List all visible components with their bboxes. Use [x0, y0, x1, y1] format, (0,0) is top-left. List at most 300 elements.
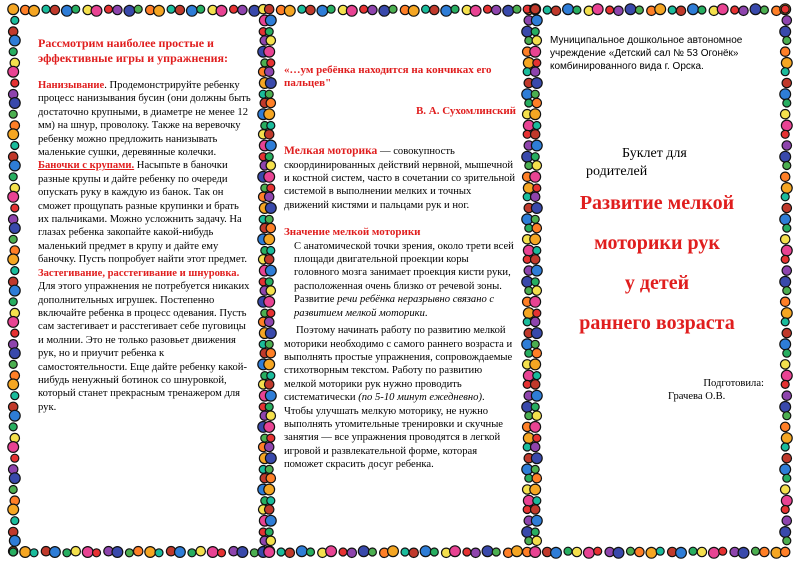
fine-motor-title: Мелкая моторика [284, 145, 378, 158]
border-dot [781, 47, 790, 56]
border-dot [42, 5, 50, 13]
border-dot [781, 380, 789, 388]
border-dot [782, 141, 791, 150]
border-dot [655, 4, 666, 15]
border-dot [298, 5, 306, 13]
border-dot [113, 5, 122, 14]
jars-text: Насыпьте в баночки разные крупы и дайте ребенку по очереди опускать руку в каждую из банок. Так он сможет прощупать разные крупинки и брать их пальчиками. Можно усложнить задачу. На глазах ребенка закопайте какой-нибудь маленький предмет в крупу и дайте ему баночку. Пусть попробует найти этот предмет. [38, 160, 248, 266]
border-dot [783, 412, 791, 420]
border-dot [50, 5, 59, 14]
border-dot [339, 548, 347, 556]
border-dot [781, 5, 789, 13]
border-dot [264, 422, 275, 433]
border-dot [543, 6, 551, 14]
border-dot [532, 349, 541, 358]
border-dot [531, 140, 542, 151]
border-dot [264, 171, 275, 182]
border-dot [531, 505, 540, 514]
border-dot [9, 285, 20, 296]
border-dot [347, 548, 356, 557]
border-dot [307, 548, 315, 556]
border-dot [125, 549, 133, 557]
border-dot [145, 547, 156, 558]
border-dot [780, 464, 791, 475]
border-dot [368, 548, 376, 556]
border-dot [11, 392, 19, 400]
border-dot [531, 215, 539, 223]
stringing-title: Нанизывание [38, 80, 105, 91]
border-dot [134, 547, 143, 556]
border-dot [82, 547, 93, 558]
border-dot [782, 454, 791, 463]
border-dot [668, 6, 676, 14]
border-dot [781, 183, 792, 194]
border-dot [267, 59, 275, 67]
border-dot [635, 547, 644, 556]
border-dot [112, 547, 123, 558]
border-dot [484, 5, 492, 13]
border-dot [441, 5, 452, 16]
border-dot [530, 234, 541, 245]
quote: «…ум ребёнка находится на кончиках его пальцев" [284, 64, 492, 90]
border-dot [265, 505, 274, 514]
title-line-3: у детей [624, 272, 690, 294]
border-dot [277, 548, 285, 556]
border-dot [155, 549, 163, 557]
border-dot [531, 278, 539, 286]
border-dot [781, 506, 789, 514]
practice-text-a: Поэтому начинать работу по развитию мелкой моторики необходимо с самого раннего возраста и выполнять простые упражнения, сопровождаемые стихотворным текстом. Работу по развитию мелкой моторики рук нужно проводить систематически [284, 325, 513, 404]
border-dot [63, 549, 71, 557]
title-line-4: раннего возраста [579, 312, 735, 334]
border-dot [533, 59, 541, 67]
border-dot [8, 442, 19, 453]
border-dot [532, 161, 541, 170]
border-dot [532, 98, 541, 107]
border-dot [388, 546, 399, 557]
border-dot [265, 403, 273, 411]
border-dot [533, 372, 541, 380]
border-dot [8, 317, 19, 328]
border-dot [572, 547, 581, 556]
border-dot [265, 453, 276, 464]
border-dot [783, 474, 791, 482]
border-dot [513, 5, 521, 13]
border-dot [9, 223, 20, 234]
border-dot [781, 255, 789, 263]
border-dot [781, 308, 792, 319]
border-dot [218, 549, 226, 557]
border-dot [782, 266, 791, 275]
border-dot [265, 15, 276, 26]
border-dot [782, 16, 791, 25]
border-dot [72, 5, 80, 13]
border-dot [266, 474, 275, 483]
border-dot [265, 278, 273, 286]
border-dot [780, 527, 791, 538]
border-dot [197, 5, 205, 13]
border-dot [503, 5, 514, 16]
border-dot [750, 4, 761, 15]
border-dot [780, 402, 791, 413]
border-dot [783, 37, 791, 45]
border-dot [430, 548, 438, 556]
border-dot [420, 546, 431, 557]
border-dot [264, 234, 275, 245]
border-dot [531, 403, 539, 411]
practice-italic: (по 5-10 минут ежедневно) [358, 392, 482, 404]
border-dot [781, 370, 792, 381]
border-dot [531, 328, 542, 339]
border-dot [781, 130, 789, 138]
significance-end: . [424, 307, 428, 319]
border-dot [175, 5, 184, 14]
border-dot [267, 247, 275, 255]
border-dot [780, 151, 791, 162]
border-dot [531, 390, 542, 401]
border-dot [781, 485, 790, 494]
prepared-label: Подготовила: [703, 378, 764, 389]
border-dot [422, 5, 430, 13]
border-dot [782, 328, 791, 337]
border-dot [676, 547, 687, 558]
border-dot [780, 26, 791, 37]
border-dot [317, 5, 328, 16]
border-dot [614, 6, 623, 15]
border-dot [9, 535, 20, 546]
border-dot [531, 90, 539, 98]
border-dot [389, 5, 397, 13]
border-dot [532, 36, 541, 45]
border-dot [783, 349, 791, 357]
border-dot [698, 6, 706, 14]
border-dot [531, 340, 539, 348]
border-dot [532, 474, 541, 483]
significance-paragraph [284, 240, 516, 320]
border-dot [530, 422, 541, 433]
border-dot [267, 497, 275, 505]
border-dot [266, 161, 275, 170]
border-dot [719, 547, 727, 555]
border-dot [265, 328, 276, 339]
border-dot [781, 547, 790, 556]
border-dot [584, 547, 595, 558]
border-dot [783, 537, 791, 545]
border-dot [91, 5, 102, 16]
border-dot [533, 497, 541, 505]
border-dot [8, 504, 19, 515]
border-dot [266, 286, 275, 295]
border-dot [656, 547, 664, 555]
border-dot [717, 4, 728, 15]
buttoning-text: Для этого упражнения не потребуется никаких дополнительных игрушек. Постепенно включайте ребенка в процесс одевания. Пусть сам застегивает и расстегивает себе пуговицы и молнии. Это не только разовьет движения рук, но и приучит ребенка к самостоятельности. Еще дайте ребенку какой-нибудь ненужный ботинок со шнуровкой, который станет прекрасным тренажером для рук. [38, 281, 250, 413]
border-dot [450, 546, 461, 557]
border-dot [781, 193, 789, 201]
border-dot [401, 548, 409, 556]
border-dot [781, 422, 790, 431]
border-dot [265, 67, 274, 76]
border-dot [9, 423, 17, 431]
border-dot [781, 245, 792, 256]
border-dot [532, 536, 541, 545]
border-dot [326, 546, 337, 557]
border-dot [627, 547, 635, 555]
border-dot [8, 191, 19, 202]
border-dot [531, 442, 540, 451]
border-dot [8, 254, 19, 265]
border-dot [124, 5, 135, 16]
border-dot [531, 255, 540, 264]
border-dot [187, 5, 198, 16]
border-dot [782, 203, 791, 212]
border-dot [267, 309, 275, 317]
border-dot [266, 349, 275, 358]
border-dot [780, 339, 791, 350]
border-dot [780, 89, 791, 100]
border-dot [267, 372, 275, 380]
border-dot [11, 16, 19, 24]
border-dot [265, 28, 273, 36]
border-dot [780, 276, 791, 287]
border-dot [635, 6, 643, 14]
border-dot [264, 296, 275, 307]
border-dot [532, 223, 541, 232]
booklet-line2: родителей [586, 164, 648, 179]
significance-title: Значение мелкой моторики [284, 226, 421, 239]
border-dot [530, 296, 541, 307]
border-dot [9, 410, 20, 421]
border-dot [167, 5, 175, 13]
border-dot [50, 547, 61, 558]
author-name: Грачева О.В. [668, 391, 726, 403]
border-dot [781, 110, 790, 119]
border-dot [781, 58, 792, 69]
border-dot [783, 162, 791, 170]
border-dot [531, 203, 542, 214]
border-dot [264, 484, 275, 495]
border-dot [306, 5, 315, 14]
border-dot [265, 140, 276, 151]
border-dot [265, 255, 274, 264]
border-dot [237, 547, 248, 558]
border-dot [265, 153, 273, 161]
left-column [38, 36, 252, 414]
border-dot [266, 536, 275, 545]
border-dot [482, 546, 493, 557]
border-dot [327, 5, 335, 13]
border-dot [782, 391, 791, 400]
border-dot [782, 78, 791, 87]
border-dot [188, 549, 196, 557]
border-dot [267, 122, 275, 130]
border-dot [688, 4, 699, 15]
border-dot [533, 434, 541, 442]
border-dot [9, 548, 17, 556]
border-dot [531, 465, 539, 473]
border-dot [265, 265, 276, 276]
border-dot [284, 5, 295, 16]
border-dot [8, 66, 19, 77]
border-dot [613, 547, 624, 558]
significance-text: С анатомической точки зрения, около трети всей площади двигательной проекции коры головного мозга занимает проекция кисти руки, расположенная очень близко от речевой зоны. Развитие [294, 240, 514, 306]
border-dot [93, 549, 101, 557]
border-dot [739, 6, 748, 15]
border-dot [470, 5, 481, 16]
border-dot [530, 484, 541, 495]
stringing-text: . Продемонстрируйте ребенку процесс нанизывания бусин (они должны быть достаточно крупными, в диаметре не менее 12 мм) на шнур, проволоку. Также на веревочку ребенку можно предложить нанизывать маленькие сушки, деревянные колечки. [38, 80, 251, 159]
practice-text-b: . Чтобы улучшать мелкую моторику, не нужно выполнять утомительные тренировки и скучные занятия — все упражнения проводятся в легкой игровой и развлекательной форме, которая поможет скрасить досуг ребенка. [284, 392, 504, 471]
border-dot [676, 6, 685, 15]
border-dot [265, 192, 274, 201]
border-dot [11, 79, 19, 87]
fine-motor-definition [284, 145, 516, 212]
border-dot [780, 214, 791, 225]
border-dot [689, 547, 697, 555]
border-dot [265, 203, 276, 214]
title-line-2: моторики рук [594, 232, 720, 254]
border-dot [175, 547, 186, 558]
border-dot [11, 267, 19, 275]
border-dot [11, 329, 19, 337]
border-dot [532, 411, 541, 420]
jars-title: Баночки с крупами. [38, 160, 135, 172]
border-dot [531, 515, 542, 526]
border-dot [9, 348, 20, 359]
border-dot [533, 122, 541, 130]
border-dot [11, 517, 19, 525]
border-dot [8, 4, 19, 15]
border-dot [379, 5, 390, 16]
border-dot [531, 28, 539, 36]
border-dot [531, 192, 540, 201]
middle-column [284, 64, 516, 472]
border-dot [9, 360, 17, 368]
border-dot [9, 110, 17, 118]
border-dot [531, 153, 539, 161]
border-dot [492, 548, 500, 556]
border-dot [551, 547, 562, 558]
border-dot [760, 6, 768, 14]
significance-italic: речи ребёнка неразрывно связано с развитием мелкой моторики [294, 294, 495, 319]
border-dot [463, 548, 471, 556]
border-dot [265, 317, 274, 326]
border-dot [207, 547, 218, 558]
border-dot [783, 224, 791, 232]
jars-paragraph [38, 159, 252, 266]
border-dot [30, 549, 38, 557]
border-dot [551, 6, 560, 15]
border-dot [531, 380, 540, 389]
border-dot [62, 5, 73, 16]
buttoning-title: Застегивание, расстегивание и шнуровка. [38, 267, 240, 279]
border-dot [266, 411, 275, 420]
border-dot [781, 495, 792, 506]
border-dot [760, 547, 769, 556]
border-dot [471, 548, 480, 557]
border-dot [265, 340, 273, 348]
border-dot [266, 36, 275, 45]
border-dot [731, 6, 739, 14]
border-dot [625, 4, 636, 15]
border-dot [285, 548, 294, 557]
border-dot [9, 235, 17, 243]
border-dot [530, 359, 541, 370]
border-dot [430, 5, 439, 14]
border-dot [594, 547, 602, 555]
border-dot [266, 223, 275, 232]
border-dot [781, 318, 789, 326]
border-dot [9, 298, 17, 306]
border-dot [408, 5, 419, 16]
border-dot [250, 549, 258, 557]
border-dot [530, 46, 541, 57]
border-dot [266, 98, 275, 107]
border-dot [264, 109, 275, 120]
border-dot [781, 433, 792, 444]
border-dot [781, 443, 789, 451]
border-dot [9, 48, 17, 56]
border-dot [531, 130, 540, 139]
border-dot [264, 359, 275, 370]
border-dot [531, 5, 540, 14]
border-dot [8, 379, 19, 390]
border-dot [265, 465, 273, 473]
border-dot [530, 171, 541, 182]
border-dot [492, 5, 501, 14]
border-dot [264, 46, 275, 57]
border-dot [530, 547, 541, 558]
border-dot [532, 286, 541, 295]
border-dot [451, 5, 459, 13]
border-dot [11, 454, 19, 462]
border-dot [267, 184, 275, 192]
practice-paragraph [284, 324, 516, 471]
border-dot [368, 5, 377, 14]
border-dot [781, 120, 792, 131]
title-line-1: Развитие мелкой [579, 192, 735, 214]
border-dot [9, 35, 20, 46]
border-dot [20, 547, 31, 558]
border-dot [230, 5, 238, 13]
games-heading: Рассмотрим наиболее простые и эффективные игры и упражнения: [38, 36, 229, 65]
border-dot [8, 129, 19, 140]
border-dot [265, 528, 273, 536]
border-dot [360, 5, 368, 13]
border-dot [606, 6, 614, 14]
border-dot [563, 4, 574, 15]
border-dot [265, 130, 274, 139]
border-dot [265, 380, 274, 389]
border-dot [781, 68, 789, 76]
border-dot [533, 184, 541, 192]
border-dot [267, 434, 275, 442]
border-dot [531, 15, 542, 26]
border-dot [531, 317, 540, 326]
border-dot [216, 5, 227, 16]
border-dot [238, 5, 247, 14]
border-dot [346, 5, 357, 16]
border-dot [783, 99, 791, 107]
quote-author: В. А. Сухомлинский [415, 104, 516, 117]
border-dot [265, 442, 274, 451]
border-dot [646, 547, 657, 558]
border-dot [9, 486, 17, 494]
border-dot [531, 78, 542, 89]
organization-name: Муниципальное дошкольное автономное учреждение «Детский сал № 53 Огонёк» комбинированного вида г. Орска. [550, 35, 743, 72]
border-dot [296, 546, 307, 557]
border-dot [265, 215, 273, 223]
border-dot [531, 265, 542, 276]
